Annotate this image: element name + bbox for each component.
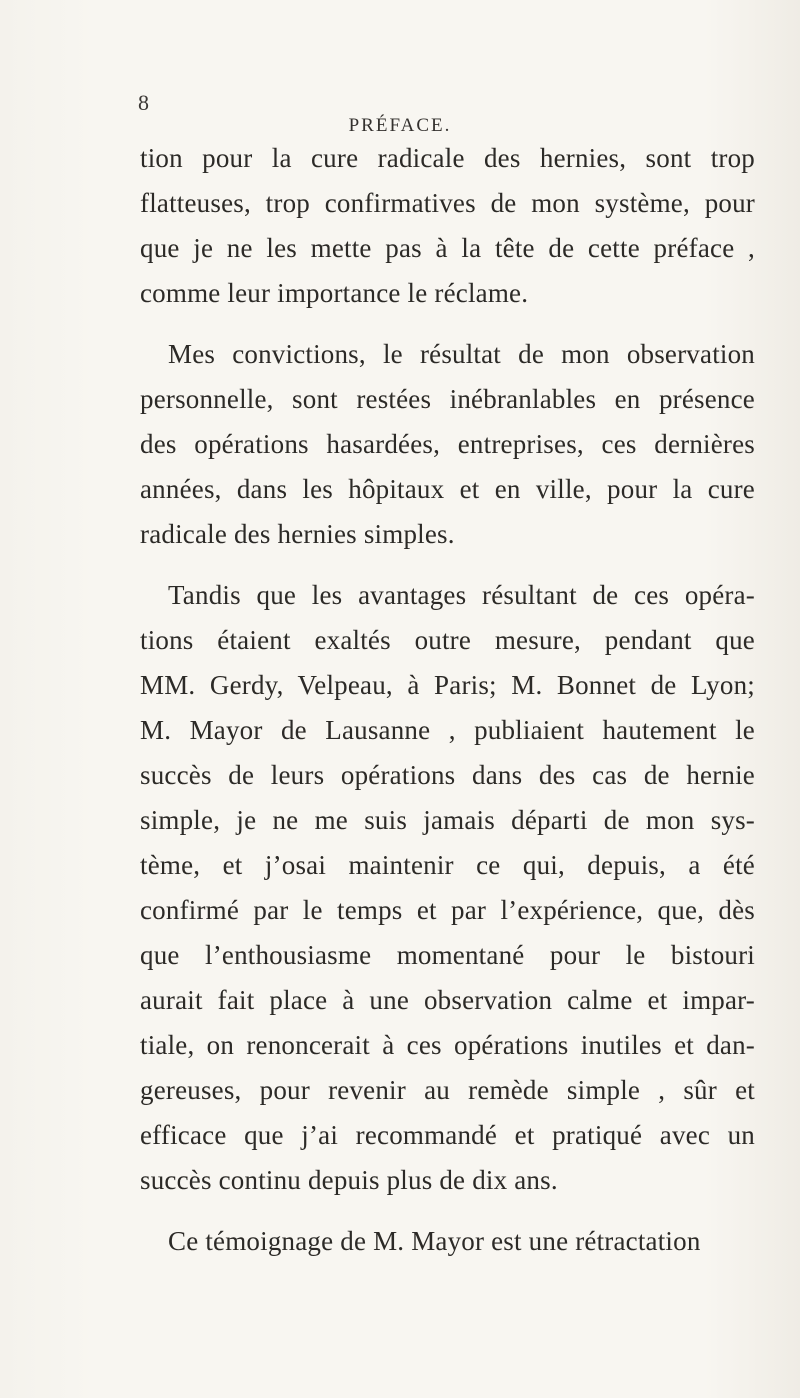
paragraph bbox=[140, 1219, 755, 1264]
text-line: succès continu depuis plus de dix ans. bbox=[140, 1165, 558, 1195]
text-line: Mes convictions, le résultat de mon observation bbox=[168, 339, 755, 369]
running-head: PRÉFACE. bbox=[348, 115, 452, 136]
text-line: Tandis que les avantages résultant de ces opéra- bbox=[168, 580, 755, 610]
text-line: gereuses, pour revenir au remède simple , sûr et bbox=[140, 1075, 755, 1105]
text-line: Ce témoignage de M. Mayor est une rétractation bbox=[168, 1226, 701, 1256]
text-line: personnelle, sont restées inébranlables en présence bbox=[140, 384, 755, 414]
text-line: tions étaient exaltés outre mesure, pendant que bbox=[140, 625, 755, 655]
text-line: simple, je ne me suis jamais départi de mon sys- bbox=[140, 805, 755, 835]
text-line: flatteuses, trop confirmatives de mon système, pour bbox=[140, 188, 755, 218]
text-line: M. Mayor de Lausanne , publiaient hautement le bbox=[140, 715, 755, 745]
text-line: que je ne les mette pas à la tête de cette préface , bbox=[140, 233, 755, 263]
text-line: tion pour la cure radicale des hernies, sont trop bbox=[140, 143, 755, 173]
text-line: succès de leurs opérations dans des cas de hernie bbox=[140, 760, 755, 790]
paragraph-gap bbox=[140, 557, 755, 573]
text-line: tème, et j’osai maintenir ce qui, depuis, a été bbox=[140, 850, 755, 880]
text-line: des opérations hasardées, entreprises, ces dernières bbox=[140, 429, 755, 459]
text-line: confirmé par le temps et par l’expérience, que, dès bbox=[140, 895, 755, 925]
paragraph bbox=[140, 332, 755, 557]
text-line: MM. Gerdy, Velpeau, à Paris; M. Bonnet de Lyon; bbox=[140, 670, 755, 700]
text-line: efficace que j’ai recommandé et pratiqué avec un bbox=[140, 1120, 755, 1150]
paragraph bbox=[140, 573, 755, 1203]
page-number: 8 bbox=[138, 90, 149, 115]
paragraph-gap bbox=[140, 316, 755, 332]
text-line: années, dans les hôpitaux et en ville, pour la cure bbox=[140, 474, 755, 504]
text-line: que l’enthousiasme momentané pour le bistouri bbox=[140, 940, 755, 970]
text-line: tiale, on renoncerait à ces opérations inutiles et dan- bbox=[140, 1030, 755, 1060]
paragraph bbox=[140, 136, 755, 316]
text-line: radicale des hernies simples. bbox=[140, 519, 455, 549]
paragraph-gap bbox=[140, 1203, 755, 1219]
text-line: aurait fait place à une observation calme et impar- bbox=[140, 985, 755, 1015]
body-text bbox=[140, 136, 755, 1264]
text-line: comme leur importance le réclame. bbox=[140, 278, 529, 308]
